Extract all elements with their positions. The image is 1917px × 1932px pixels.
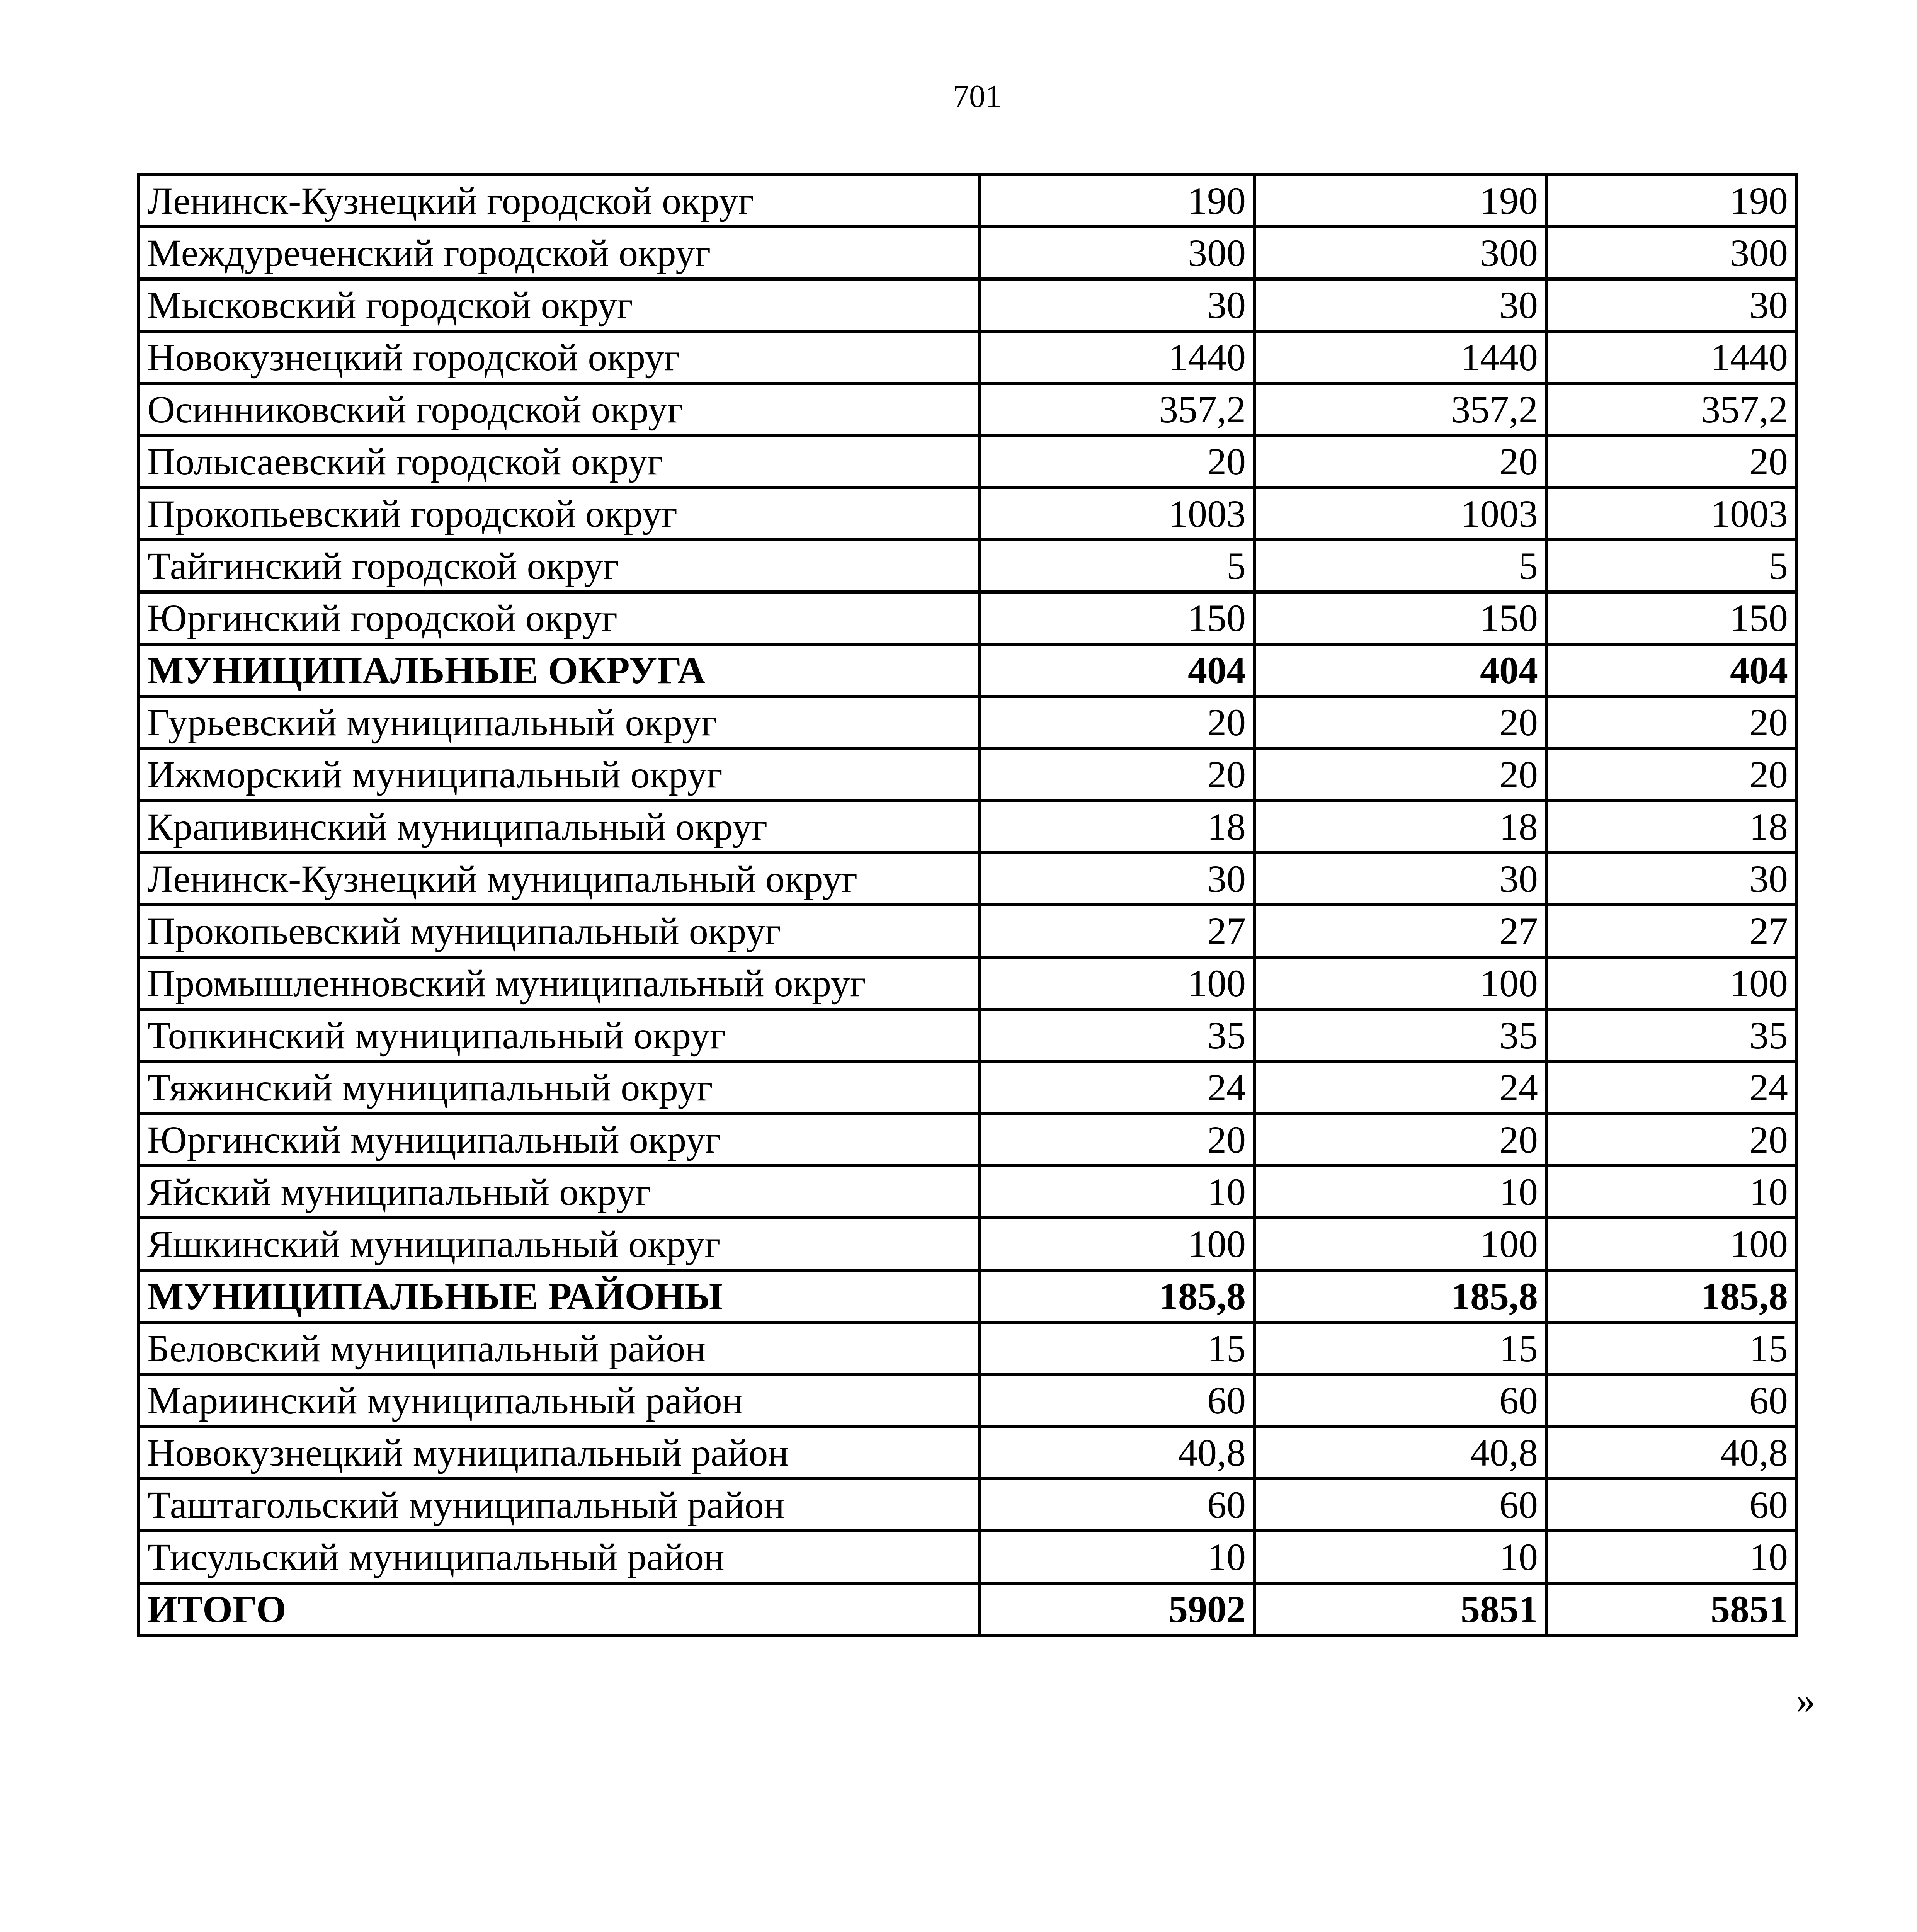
row-value-1-cell: 20 (979, 1114, 1254, 1166)
row-value-2-cell: 300 (1254, 227, 1546, 279)
row-name-cell: Юргинский муниципальный округ (139, 1114, 979, 1166)
row-value-1-cell: 20 (979, 696, 1254, 748)
row-value-1-cell: 60 (979, 1374, 1254, 1427)
table-row (139, 1061, 1796, 1114)
row-name-cell: Юргинский городской округ (139, 592, 979, 644)
row-value-2-cell: 30 (1254, 853, 1546, 905)
table-row (139, 331, 1796, 383)
row-value-3-cell: 10 (1546, 1531, 1796, 1583)
row-value-3-cell: 185,8 (1546, 1270, 1796, 1322)
row-value-1-cell: 20 (979, 435, 1254, 488)
row-value-2-cell: 60 (1254, 1374, 1546, 1427)
row-value-1-cell: 15 (979, 1322, 1254, 1374)
row-value-1-cell: 27 (979, 905, 1254, 957)
row-value-1-cell: 1003 (979, 488, 1254, 540)
row-value-1-cell: 100 (979, 957, 1254, 1009)
row-value-2-cell: 20 (1254, 435, 1546, 488)
table-row (139, 905, 1796, 957)
row-value-1-cell: 357,2 (979, 383, 1254, 435)
row-value-3-cell: 5851 (1546, 1583, 1796, 1635)
row-value-2-cell: 185,8 (1254, 1270, 1546, 1322)
row-value-3-cell: 27 (1546, 905, 1796, 957)
row-value-3-cell: 100 (1546, 957, 1796, 1009)
table-row-summary (139, 1583, 1796, 1635)
row-value-1-cell: 404 (979, 644, 1254, 696)
row-value-2-cell: 150 (1254, 592, 1546, 644)
row-value-1-cell: 1440 (979, 331, 1254, 383)
row-name-cell: Прокопьевский муниципальный округ (139, 905, 979, 957)
row-name-cell: Крапивинский муниципальный округ (139, 801, 979, 853)
row-value-2-cell: 15 (1254, 1322, 1546, 1374)
row-value-1-cell: 24 (979, 1061, 1254, 1114)
table-row (139, 1374, 1796, 1427)
row-value-3-cell: 150 (1546, 592, 1796, 644)
table-row (139, 227, 1796, 279)
table-row (139, 1322, 1796, 1374)
table-row (139, 853, 1796, 905)
table-row (139, 1531, 1796, 1583)
table-row-summary (139, 644, 1796, 696)
row-value-1-cell: 40,8 (979, 1427, 1254, 1479)
row-value-2-cell: 357,2 (1254, 383, 1546, 435)
row-value-2-cell: 100 (1254, 957, 1546, 1009)
table-row (139, 1218, 1796, 1270)
table-row (139, 696, 1796, 748)
row-value-2-cell: 24 (1254, 1061, 1546, 1114)
row-value-1-cell: 18 (979, 801, 1254, 853)
row-value-3-cell: 100 (1546, 1218, 1796, 1270)
row-value-1-cell: 30 (979, 279, 1254, 331)
row-value-3-cell: 1003 (1546, 488, 1796, 540)
row-value-3-cell: 60 (1546, 1374, 1796, 1427)
table-row (139, 175, 1796, 227)
row-name-cell: Ижморский муниципальный округ (139, 748, 979, 801)
table-row (139, 383, 1796, 435)
row-value-2-cell: 20 (1254, 696, 1546, 748)
row-value-3-cell: 357,2 (1546, 383, 1796, 435)
row-name-cell: Междуреченский городской округ (139, 227, 979, 279)
table-row (139, 1166, 1796, 1218)
row-value-3-cell: 30 (1546, 853, 1796, 905)
row-name-cell: Ленинск-Кузнецкий городской округ (139, 175, 979, 227)
row-value-3-cell: 60 (1546, 1479, 1796, 1531)
row-name-cell: Яшкинский муниципальный округ (139, 1218, 979, 1270)
page-number: 701 (953, 78, 1002, 114)
row-name-cell: Прокопьевский городской округ (139, 488, 979, 540)
table-row (139, 801, 1796, 853)
row-name-cell: Тисульский муниципальный район (139, 1531, 979, 1583)
row-name-cell: Таштагольский муниципальный район (139, 1479, 979, 1531)
row-value-3-cell: 190 (1546, 175, 1796, 227)
table-row (139, 279, 1796, 331)
row-name-cell: Ленинск-Кузнецкий муниципальный округ (139, 853, 979, 905)
row-value-2-cell: 190 (1254, 175, 1546, 227)
row-value-1-cell: 150 (979, 592, 1254, 644)
row-value-2-cell: 35 (1254, 1009, 1546, 1061)
row-value-2-cell: 404 (1254, 644, 1546, 696)
row-value-1-cell: 60 (979, 1479, 1254, 1531)
row-name-cell: Осинниковский городской округ (139, 383, 979, 435)
table-row (139, 540, 1796, 592)
row-value-2-cell: 5851 (1254, 1583, 1546, 1635)
table-body (139, 175, 1796, 1635)
row-value-2-cell: 27 (1254, 905, 1546, 957)
row-value-3-cell: 1440 (1546, 331, 1796, 383)
row-value-3-cell: 20 (1546, 1114, 1796, 1166)
row-value-3-cell: 404 (1546, 644, 1796, 696)
row-name-cell: Мариинский муниципальный район (139, 1374, 979, 1427)
row-value-3-cell: 15 (1546, 1322, 1796, 1374)
row-value-1-cell: 190 (979, 175, 1254, 227)
row-name-cell: Промышленновский муниципальный округ (139, 957, 979, 1009)
row-value-3-cell: 5 (1546, 540, 1796, 592)
table-row (139, 488, 1796, 540)
row-value-2-cell: 30 (1254, 279, 1546, 331)
row-value-2-cell: 20 (1254, 1114, 1546, 1166)
row-value-2-cell: 18 (1254, 801, 1546, 853)
row-value-1-cell: 5902 (979, 1583, 1254, 1635)
row-value-3-cell: 20 (1546, 435, 1796, 488)
row-name-cell: Новокузнецкий городской округ (139, 331, 979, 383)
table-row (139, 435, 1796, 488)
row-name-cell: МУНИЦИПАЛЬНЫЕ РАЙОНЫ (139, 1270, 979, 1322)
row-value-3-cell: 24 (1546, 1061, 1796, 1114)
table-row (139, 1427, 1796, 1479)
row-value-2-cell: 1440 (1254, 331, 1546, 383)
table-row (139, 1114, 1796, 1166)
row-name-cell: Новокузнецкий муниципальный район (139, 1427, 979, 1479)
row-value-2-cell: 10 (1254, 1531, 1546, 1583)
allocation-table (137, 173, 1798, 1637)
closing-quote-mark: » (1796, 1679, 1815, 1721)
row-value-3-cell: 18 (1546, 801, 1796, 853)
row-value-3-cell: 35 (1546, 1009, 1796, 1061)
row-name-cell: Беловский муниципальный район (139, 1322, 979, 1374)
row-value-2-cell: 10 (1254, 1166, 1546, 1218)
row-value-2-cell: 40,8 (1254, 1427, 1546, 1479)
table-row (139, 957, 1796, 1009)
table-row (139, 592, 1796, 644)
row-value-2-cell: 100 (1254, 1218, 1546, 1270)
row-name-cell: Мысковский городской округ (139, 279, 979, 331)
row-value-3-cell: 300 (1546, 227, 1796, 279)
row-value-1-cell: 30 (979, 853, 1254, 905)
row-value-3-cell: 30 (1546, 279, 1796, 331)
row-value-1-cell: 20 (979, 748, 1254, 801)
row-value-2-cell: 5 (1254, 540, 1546, 592)
row-value-1-cell: 300 (979, 227, 1254, 279)
row-name-cell: Яйский муниципальный округ (139, 1166, 979, 1218)
row-value-2-cell: 20 (1254, 748, 1546, 801)
row-value-3-cell: 20 (1546, 748, 1796, 801)
row-value-2-cell: 60 (1254, 1479, 1546, 1531)
row-name-cell: Полысаевский городской округ (139, 435, 979, 488)
row-name-cell: Гурьевский муниципальный округ (139, 696, 979, 748)
row-name-cell: Тяжинский муниципальный округ (139, 1061, 979, 1114)
table-row (139, 748, 1796, 801)
row-value-3-cell: 20 (1546, 696, 1796, 748)
row-value-3-cell: 40,8 (1546, 1427, 1796, 1479)
row-name-cell: Топкинский муниципальный округ (139, 1009, 979, 1061)
table-row-summary (139, 1270, 1796, 1322)
table-row (139, 1479, 1796, 1531)
row-value-1-cell: 5 (979, 540, 1254, 592)
row-name-cell: ИТОГО (139, 1583, 979, 1635)
row-name-cell: МУНИЦИПАЛЬНЫЕ ОКРУГА (139, 644, 979, 696)
row-name-cell: Тайгинский городской округ (139, 540, 979, 592)
row-value-1-cell: 10 (979, 1531, 1254, 1583)
table-row (139, 1009, 1796, 1061)
row-value-3-cell: 10 (1546, 1166, 1796, 1218)
row-value-1-cell: 185,8 (979, 1270, 1254, 1322)
row-value-2-cell: 1003 (1254, 488, 1546, 540)
row-value-1-cell: 100 (979, 1218, 1254, 1270)
row-value-1-cell: 35 (979, 1009, 1254, 1061)
row-value-1-cell: 10 (979, 1166, 1254, 1218)
